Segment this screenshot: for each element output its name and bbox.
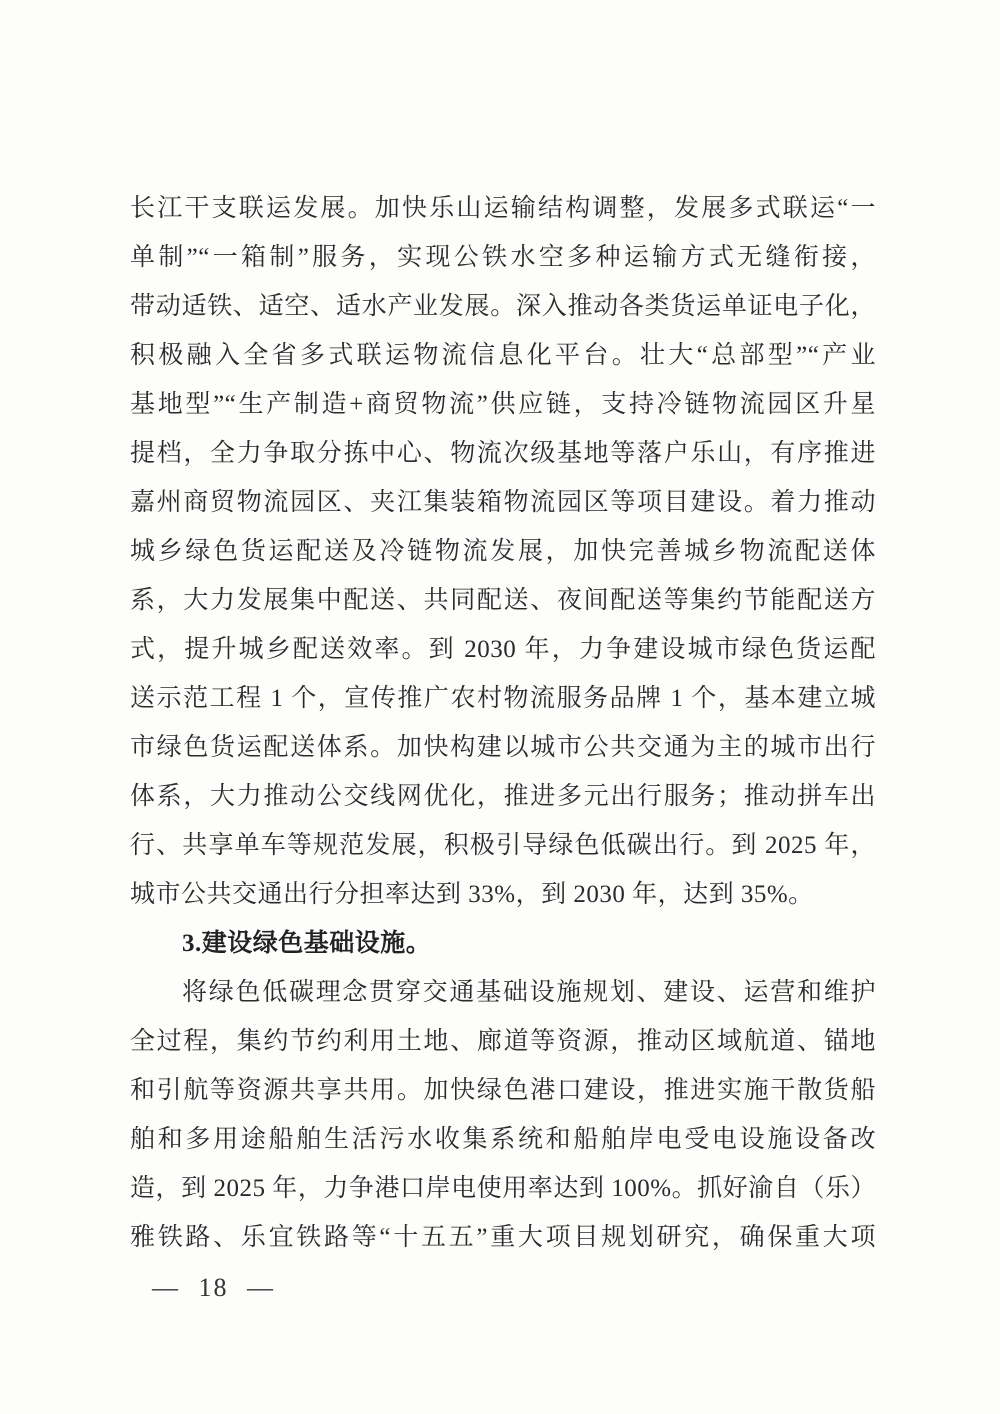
text-line: 市绿色货运配送体系。加快构建以城市公共交通为主的城市出行 [130, 734, 876, 761]
text-line: 行、共享单车等规范发展，积极引导绿色低碳出行。到 2025 年， [130, 832, 876, 859]
text-line: 式，提升城乡配送效率。到 2030 年，力争建设城市绿色货运配 [130, 636, 876, 663]
text-line: 提档，全力争取分拣中心、物流次级基地等落户乐山，有序推进 [130, 440, 876, 467]
text-line: 和引航等资源共享共用。加快绿色港口建设，推进实施干散货船 [130, 1077, 876, 1104]
text-line: 城乡绿色货运配送及冷链物流发展，加快完善城乡物流配送体 [130, 538, 876, 565]
text-line: 单制”“一箱制”服务，实现公铁水空多种运输方式无缝衔接， [130, 244, 876, 271]
text-line: 城市公共交通出行分担率达到 33%，到 2030 年，达到 35%。 [130, 881, 814, 908]
text-line: 体系，大力推动公交线网优化，推进多元出行服务；推动拼车出 [130, 783, 876, 810]
text-line: 舶和多用途船舶生活污水收集系统和船舶岸电受电设施设备改 [130, 1126, 876, 1153]
text-line: 全过程，集约节约利用土地、廊道等资源，推动区域航道、锚地 [130, 1028, 876, 1055]
text-line: 长江干支联运发展。加快乐山运输结构调整，发展多式联运“一 [130, 195, 876, 222]
text-line: 嘉州商贸物流园区、夹江集装箱物流园区等项目建设。着力推动 [130, 489, 876, 516]
section-heading: 3.建设绿色基础设施。 [182, 930, 432, 957]
body-text [130, 184, 876, 1262]
text-line: 系，大力发展集中配送、共同配送、夜间配送等集约节能配送方 [130, 587, 876, 614]
text-line: 将绿色低碳理念贯穿交通基础设施规划、建设、运营和维护 [182, 979, 876, 1006]
text-line: 积极融入全省多式联运物流信息化平台。壮大“总部型”“产业 [130, 342, 876, 369]
page-number: — 18 — [152, 1273, 275, 1302]
text-line: 基地型”“生产制造+商贸物流”供应链，支持冷链物流园区升星 [130, 391, 876, 418]
text-line: 造，到 2025 年，力争港口岸电使用率达到 100%。抓好渝自（乐） [130, 1175, 876, 1202]
text-line: 送示范工程 1 个，宣传推广农村物流服务品牌 1 个，基本建立城 [130, 685, 876, 712]
text-line: 带动适铁、适空、适水产业发展。深入推动各类货运单证电子化， [130, 293, 876, 320]
text-line: 雅铁路、乐宜铁路等“十五五”重大项目规划研究，确保重大项 [130, 1224, 876, 1251]
